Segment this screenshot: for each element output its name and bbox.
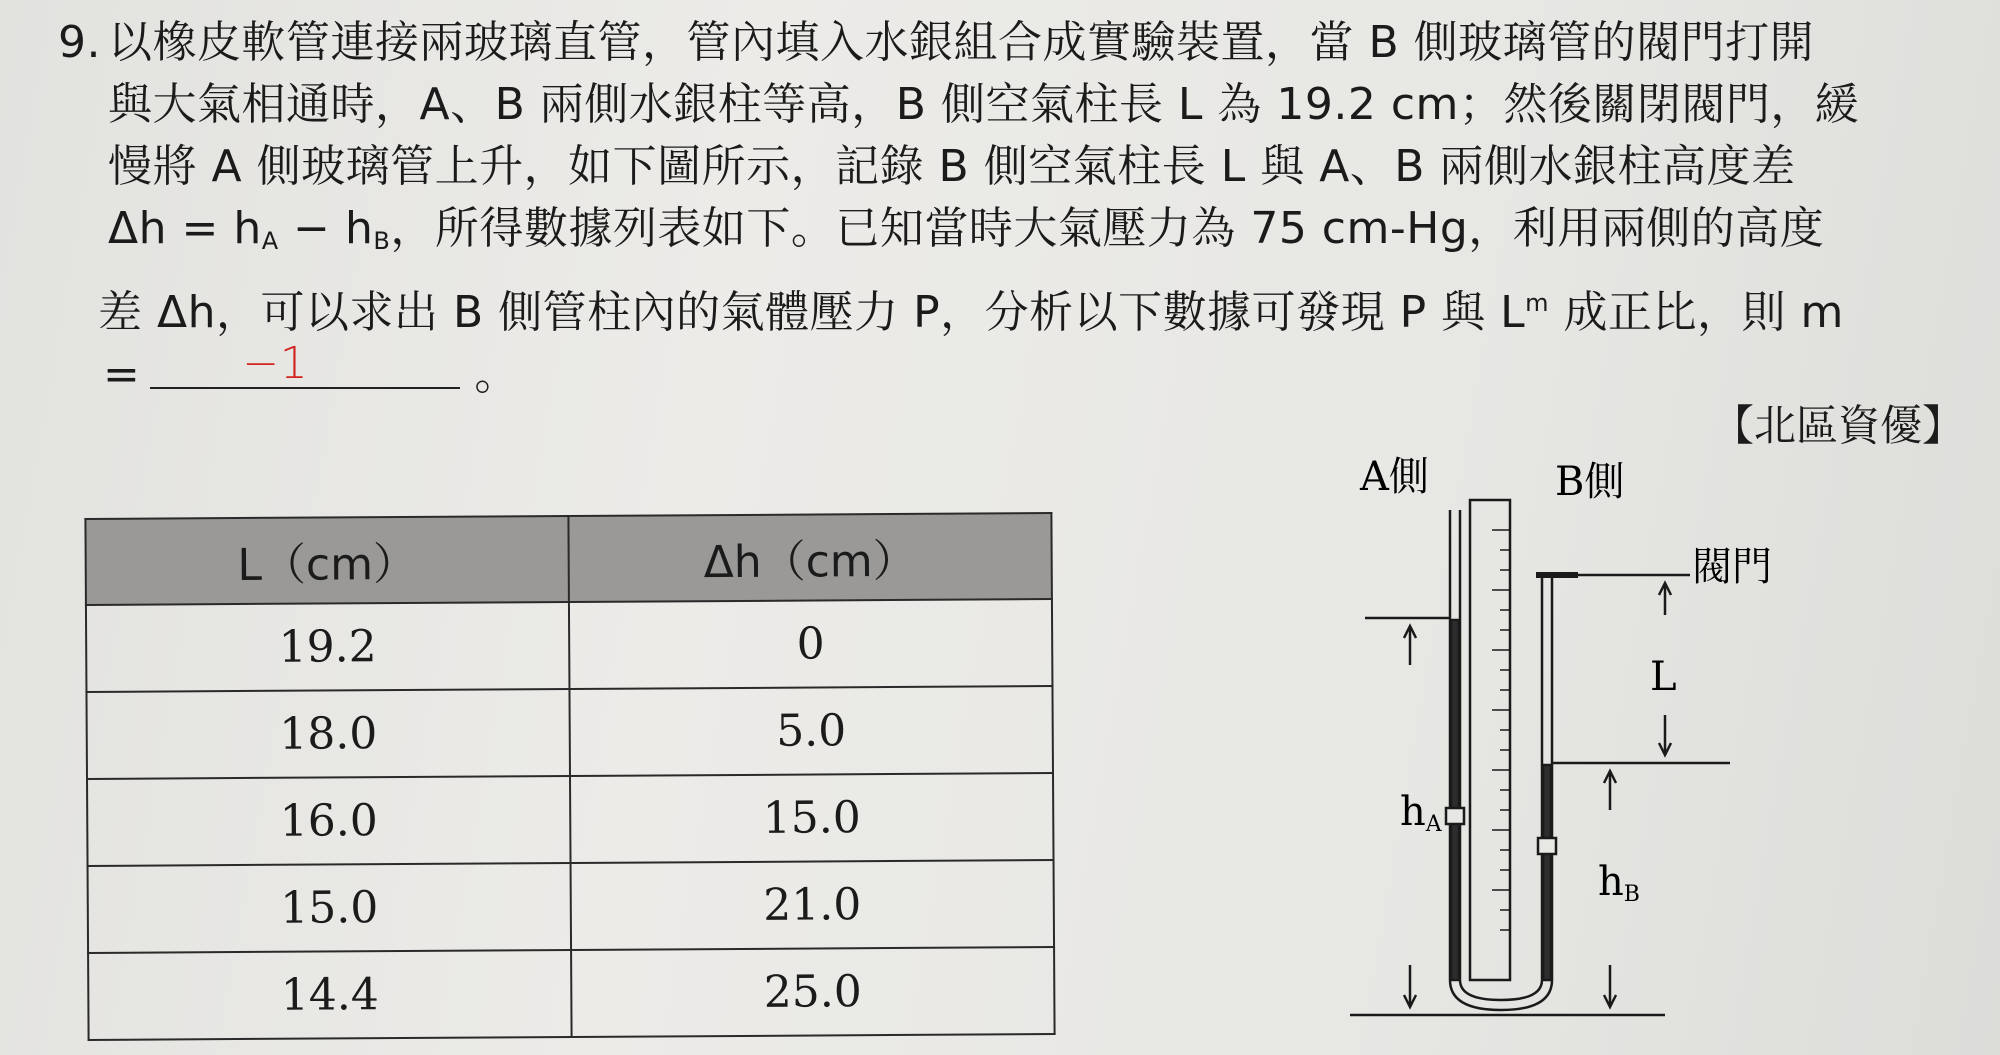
ruler (1470, 500, 1510, 980)
question-line-1: 9. 以橡皮軟管連接兩玻璃直管，管內填入水銀組合成實驗裝置，當 B 側玻璃管的閥門打開 (58, 12, 1968, 74)
table-row (87, 773, 1054, 866)
cell-delta-h: 21.0 (571, 860, 1055, 950)
label-a-side: A側 (1360, 454, 1429, 500)
problem-text (58, 12, 1968, 406)
cell-L: 16.0 (87, 776, 571, 866)
cell-L: 14.4 (88, 950, 572, 1040)
label-L: L (1650, 654, 1677, 700)
question-line-4: $\Delta h = h_A - h_B$，所得數據列表如下。已知當時大氣壓力為 75 cm-Hg，利用兩側的高度 (108, 203, 1825, 255)
handwritten-answer: −1 (242, 338, 309, 389)
table-row (86, 599, 1053, 692)
cell-L: 15.0 (88, 863, 572, 953)
label-b-side: B側 (1555, 459, 1625, 505)
mercury-b (1543, 765, 1551, 980)
marker-a (1446, 808, 1464, 824)
cell-delta-h: 5.0 (569, 686, 1053, 776)
cell-L: 19.2 (86, 602, 570, 692)
column-header-L: L（cm） (85, 516, 569, 605)
answer-blank (150, 338, 460, 389)
label-hA: hA (1400, 789, 1442, 837)
question-number: 9. (58, 17, 101, 68)
cell-delta-h: 0 (569, 599, 1053, 689)
data-table (84, 512, 1055, 1041)
table-header-row (85, 513, 1052, 605)
source-tag: 【北區資優】 (1711, 401, 1964, 450)
question-line-2: 與大氣相通時，A、B 兩側水銀柱等高，B 側空氣柱長 L 為 19.2 cm；然後關閉閥門，緩 (108, 79, 1860, 130)
hose-bend-outer (1450, 980, 1552, 1010)
cell-delta-h: 15.0 (570, 773, 1054, 863)
mercury-a (1451, 620, 1459, 980)
cell-delta-h: 25.0 (571, 947, 1055, 1037)
marker-b (1538, 838, 1556, 854)
label-hB: hB (1598, 859, 1640, 907)
table-row (88, 860, 1055, 953)
table-row (88, 947, 1055, 1040)
table-row (86, 686, 1053, 779)
question-line-3: 慢將 A 側玻璃管上升，如下圖所示，記錄 B 側空氣柱長 L 與 A、B 兩側水銀柱高度差 (108, 141, 1796, 192)
column-header-delta-h: Δh（cm） (568, 513, 1052, 602)
label-valve: 閥門 (1692, 544, 1772, 590)
question-line-5: 差 Δh，可以求出 B 側管柱內的氣體壓力 P，分析以下數據可發現 P 與 $L^m$ 成正比，則 m (98, 287, 1844, 338)
ruler-ticks (1492, 530, 1510, 930)
apparatus-diagram (1320, 450, 1780, 1030)
cell-L: 18.0 (86, 689, 570, 779)
question-line-6: = −1 。 (58, 344, 1968, 406)
hose-bend-inner (1460, 980, 1542, 1000)
